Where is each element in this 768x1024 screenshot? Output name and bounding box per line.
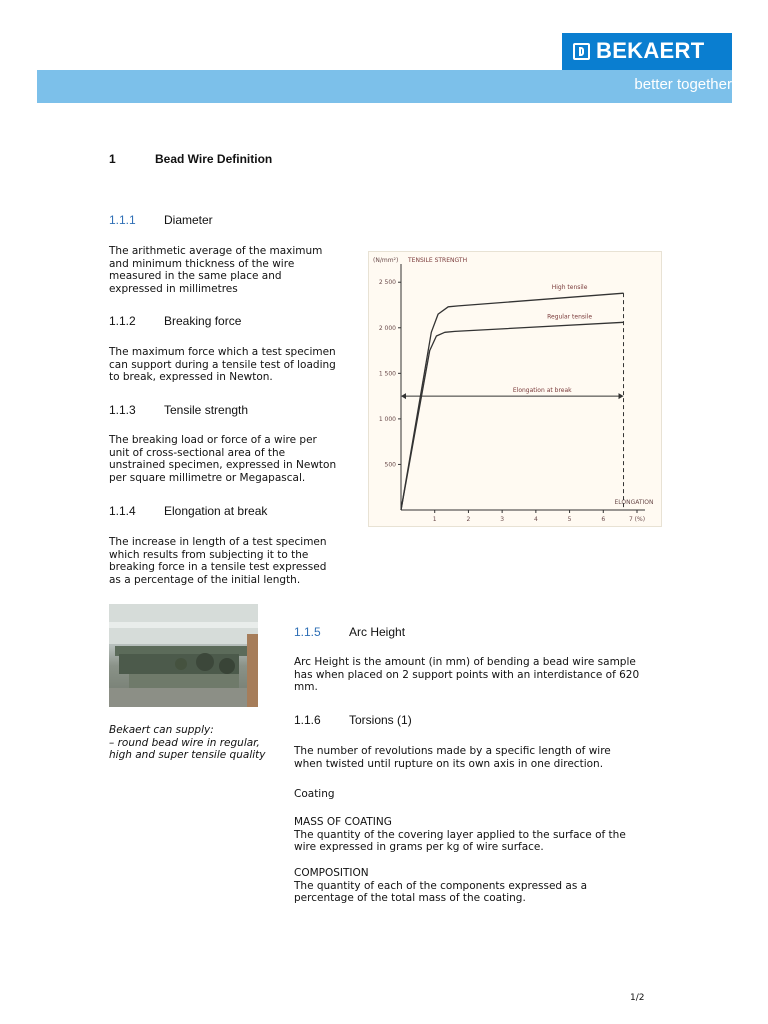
x-axis-label: ELONGATION <box>614 499 654 506</box>
paragraph-mass-of-coating <box>294 816 654 854</box>
text-line: can support during a tensile test of loading <box>109 358 336 371</box>
paragraph-breaking-force <box>109 346 364 384</box>
text-line: expressed in millimetres <box>109 282 238 295</box>
x-tick-label: 2 <box>466 516 471 523</box>
y-tick-label: 500 <box>384 461 396 469</box>
text-line: wire expressed in grams per kg of wire surface. <box>294 841 544 853</box>
coating-heading: Coating <box>294 788 335 800</box>
subsection-title: Diameter <box>164 213 213 227</box>
caption-line: Bekaert can supply: <box>109 724 214 736</box>
machine-illustration <box>109 604 258 707</box>
series-label: Regular tensile <box>547 313 593 321</box>
subsection-number: 1.1.5 <box>294 625 321 639</box>
page-number: 1/2 <box>630 993 645 1003</box>
text-line: The arithmetic average of the maximum <box>109 245 323 257</box>
arrow-head-left <box>401 393 406 399</box>
section-title: Bead Wire Definition <box>155 152 273 166</box>
caption-line: – round bead wire in regular, <box>109 736 260 749</box>
photo-caption <box>109 724 289 762</box>
subsection-title: Tensile strength <box>164 403 249 417</box>
subsection-title: Breaking force <box>164 314 242 328</box>
tensile-strength-chart <box>369 252 661 526</box>
x-tick-label: 4 <box>533 516 538 523</box>
composition-title: COMPOSITION <box>294 867 369 879</box>
text-line: The maximum force which a test specimen <box>109 346 336 358</box>
brand-name: BEKAERT <box>596 38 705 63</box>
paragraph-arc-height <box>294 656 654 694</box>
x-tick-label: 1 <box>432 516 437 523</box>
text-line: The increase in length of a test specimen <box>109 536 327 548</box>
x-tick-label: 6 <box>601 516 606 523</box>
paragraph-composition <box>294 867 654 905</box>
text-line: mm. <box>294 681 318 693</box>
header-banner <box>37 70 732 103</box>
subsection-number: 1.1.6 <box>294 713 321 727</box>
y-axis-label: (N/mm²) <box>373 257 399 264</box>
text-line: The number of revolutions made by a specific length of wire <box>294 745 611 757</box>
subsection-title: Elongation at break <box>164 504 268 518</box>
brand-logo <box>562 33 732 70</box>
text-line: to break, expressed in Newton. <box>109 371 273 383</box>
y-tick-label: 1 000 <box>378 415 396 423</box>
series-line <box>401 322 624 510</box>
caption-line: high and super tensile quality <box>109 749 266 761</box>
bekaert-logo-icon <box>573 43 590 60</box>
subsection-title: Arc Height <box>349 625 406 639</box>
text-line: The quantity of the covering layer applied to the surface of the <box>294 828 626 841</box>
chart-title: TENSILE STRENGTH <box>408 257 468 264</box>
text-line: percentage of the total mass of the coating. <box>294 892 526 904</box>
text-line: The quantity of each of the components expressed as a <box>294 879 588 892</box>
text-line: and minimum thickness of the wire <box>109 257 295 270</box>
text-line: measured in the same place and <box>109 270 282 282</box>
y-tick-label: 2 000 <box>378 324 396 332</box>
paragraph-elongation <box>109 536 364 586</box>
text-line: unit of cross-sectional area of the <box>109 446 286 459</box>
subsection-number: 1.1.3 <box>109 403 136 417</box>
text-line: as a percentage of the initial length. <box>109 573 301 586</box>
text-line: per square millimetre or Megapascal. <box>109 471 306 484</box>
brand-tagline: better together <box>634 76 732 93</box>
y-tick-label: 2 500 <box>378 279 396 287</box>
text-line: Arc Height is the amount (in mm) of bending a bead wire sample <box>294 656 636 668</box>
subsection-title: Torsions (1) <box>349 713 412 727</box>
arrow-head-right <box>619 393 624 399</box>
x-tick-label: 5 <box>567 516 572 523</box>
subsection-number: 1.1.1 <box>109 213 136 227</box>
subsection-number: 1.1.4 <box>109 504 136 518</box>
text-line: The breaking load or force of a wire per <box>109 434 317 446</box>
bead-wire-machine-photo <box>109 604 258 707</box>
y-tick-label: 1 500 <box>378 370 396 378</box>
paragraph-torsions <box>294 745 654 770</box>
tensile-chart-frame <box>368 251 662 527</box>
x-tick-label: 7 (%) <box>628 516 646 523</box>
text-line: has when placed on 2 support points with an interdistance of 620 <box>294 668 640 681</box>
text-line: which results from subjecting it to the <box>109 548 309 561</box>
text-line: unstrained specimen, expressed in Newton <box>109 459 337 471</box>
mass-of-coating-title: MASS OF COATING <box>294 816 392 828</box>
text-line: breaking force in a tensile test expressed <box>109 561 327 573</box>
series-line <box>401 293 624 510</box>
subsection-number: 1.1.2 <box>109 314 136 328</box>
section-number: 1 <box>109 152 116 166</box>
series-label: High tensile <box>551 284 588 292</box>
paragraph-diameter <box>109 245 359 295</box>
annotation-label: Elongation at break <box>512 387 572 395</box>
paragraph-tensile-strength <box>109 434 364 484</box>
text-line: when twisted until rupture on its own axis in one direction. <box>294 757 604 770</box>
x-tick-label: 3 <box>500 516 505 523</box>
